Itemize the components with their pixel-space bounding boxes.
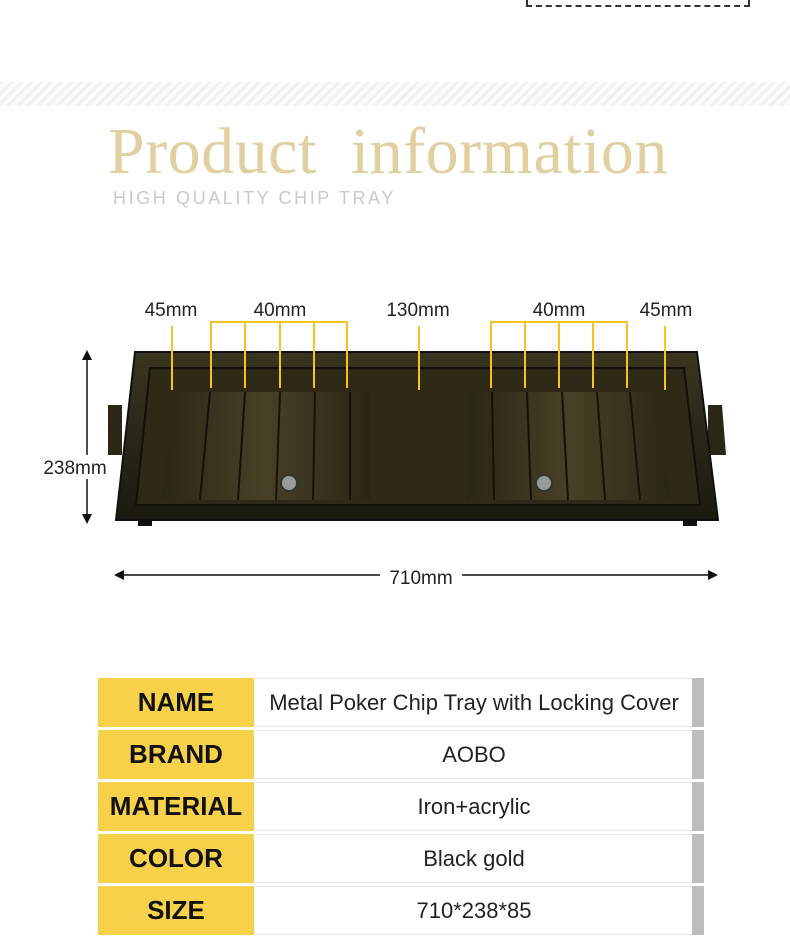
dim-label-width: 710mm (389, 568, 453, 589)
tray-dimension-diagram (0, 280, 790, 600)
spec-row-size (98, 886, 704, 935)
spec-table (98, 678, 704, 938)
row-edge-bar (692, 782, 704, 831)
lock-icon (536, 475, 552, 491)
spec-value: Metal Poker Chip Tray with Locking Cover (256, 678, 692, 727)
dim-label-45-right: 45mm (639, 300, 693, 321)
spec-row-material (98, 782, 704, 831)
spec-row-color (98, 834, 704, 883)
spec-key: SIZE (98, 886, 256, 935)
spec-row-brand (98, 730, 704, 779)
dim-label-40-right: 40mm (532, 300, 586, 321)
section-title: Product information (108, 115, 668, 188)
row-edge-bar (692, 886, 704, 935)
dashed-frame (526, 0, 750, 7)
section-subtitle: HIGH QUALITY CHIP TRAY (113, 188, 396, 208)
spec-key: BRAND (98, 730, 256, 779)
spec-key: NAME (98, 678, 256, 727)
spec-key: MATERIAL (98, 782, 256, 831)
row-edge-bar (692, 834, 704, 883)
spec-value: Black gold (256, 834, 692, 883)
spec-value: AOBO (256, 730, 692, 779)
chip-tray-image (108, 352, 726, 526)
row-edge-bar (692, 678, 704, 727)
spec-value: Iron+acrylic (256, 782, 692, 831)
spec-row-name (98, 678, 704, 727)
height-arrow (38, 350, 112, 524)
dim-label-130: 130mm (386, 300, 450, 321)
spec-value: 710*238*85 (256, 886, 692, 935)
section-divider (0, 82, 790, 106)
dim-label-45-left: 45mm (144, 300, 198, 321)
row-edge-bar (692, 730, 704, 779)
spec-key: COLOR (98, 834, 256, 883)
dim-label-40-left: 40mm (253, 300, 307, 321)
lock-icon (281, 475, 297, 491)
dim-label-height: 238mm (43, 458, 107, 479)
